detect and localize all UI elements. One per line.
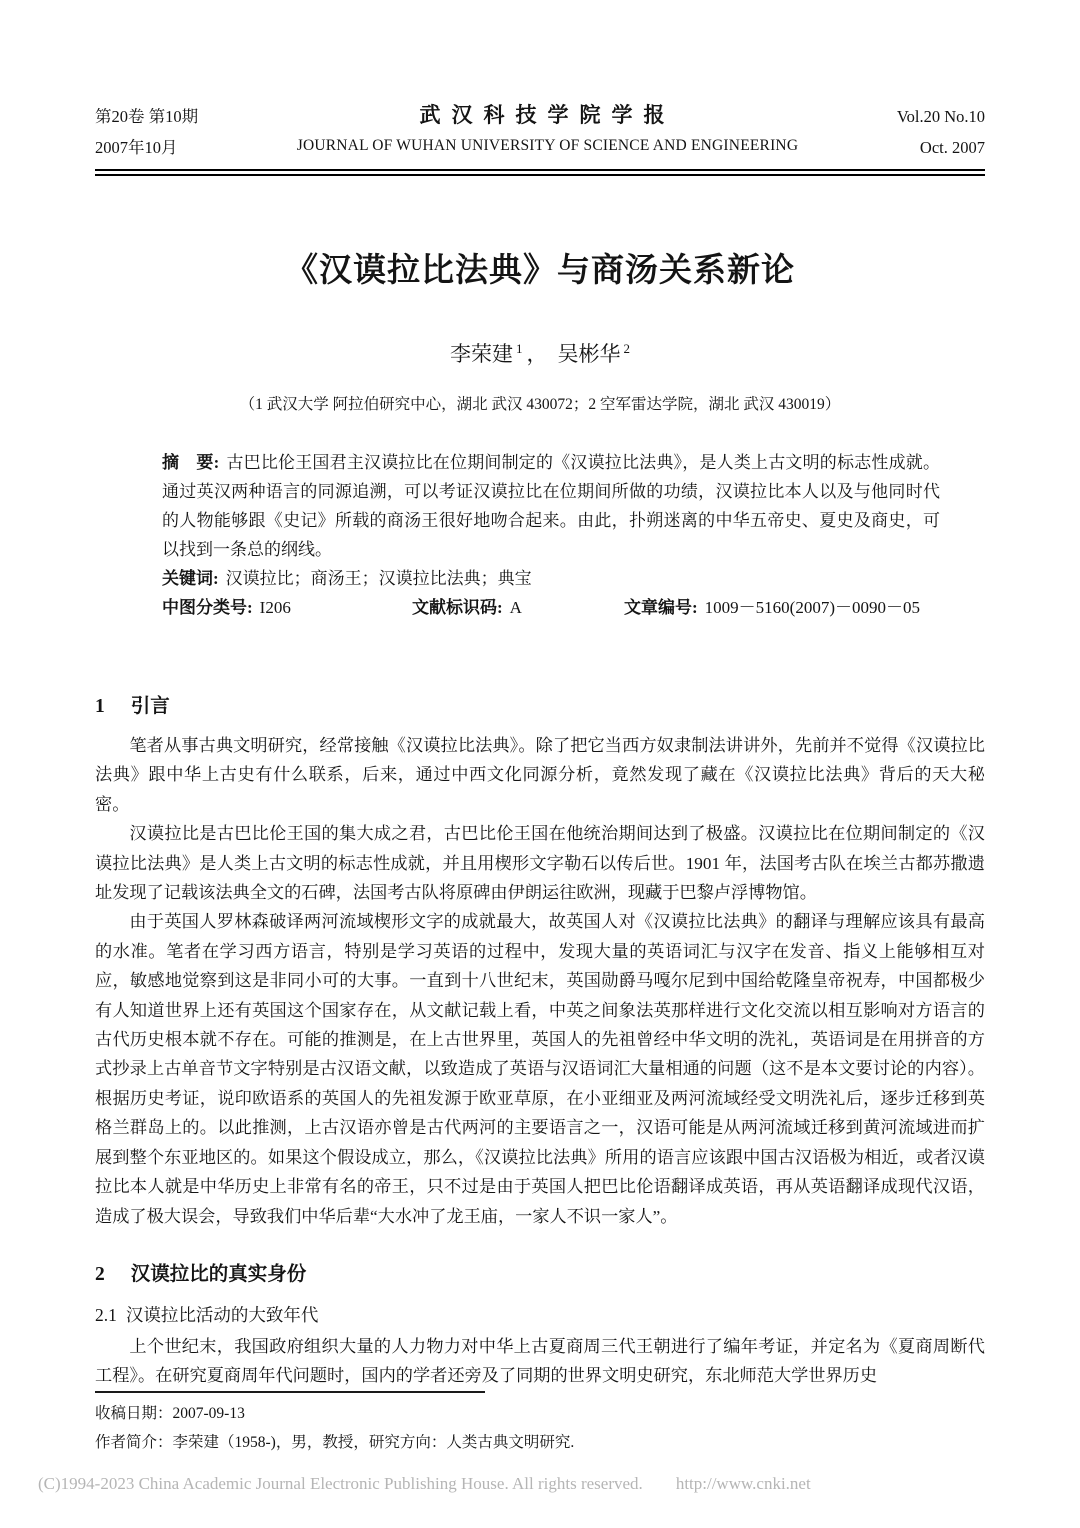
journal-header-center bbox=[198, 101, 897, 162]
keywords-text: 汉谟拉比；商汤王；汉谟拉比法典；典宝 bbox=[225, 569, 532, 588]
header-double-rule bbox=[95, 169, 985, 176]
abstract-text: 古巴比伦王国君主汉谟拉比在位期间制定的《汉谟拉比法典》，是人类上古文明的标志性成就。通过英汉两种语言的同源追溯，可以考证汉谟拉比在位期间所做的功绩，汉谟拉比本人以及与他同时代的人物能够跟《史记》所载的商汤王很好地吻合起来。由此，扑朔迷离的中华五帝史、夏史及商史，可以找到一条总的纲线。 bbox=[162, 453, 940, 559]
received-date-value: 2007-09-13 bbox=[172, 1405, 245, 1422]
cnki-url: http://www.cnki.net bbox=[675, 1474, 811, 1493]
affiliation-line: （1 武汉大学 阿拉伯研究中心，湖北 武汉 430072；2 空军雷达学院，湖北 武汉 430019） bbox=[239, 396, 841, 413]
abstract-paragraph bbox=[162, 448, 940, 564]
paragraph: 由于英国人罗林森破译两河流域楔形文字的成就最大，故英国人对《汉谟拉比法典》的翻译与理解应该具有最高的水准。笔者在学习西方语言，特别是学习英语的过程中，发现大量的英语词汇与汉字在发音、指义上能够相互对应，敏感地觉察到这是非同小可的大事。一直到十八世纪末，英国勋爵马嘎尔尼到中国给乾隆皇帝祝寿，中国都极少有人知道世界上还有英国这个国家存在，从文献记载上看，中英之间象法英那样进行文化交流以相互影响对方语言的古代历史根本就不存在。可能的推测是，在上古世界里，英国人的先祖曾经中华文明的洗礼，英语词是在用拼音的方式抄录上古单音节文字特别是古汉语文献，以致造成了英语与汉语词汇大量相通的问题（这不是本文要讨论的内容）。根据历史考证，说印欧语系的英国人的先祖发源于欧亚草原，在小亚细亚及两河流域经受文明洗礼后，逐步迁移到英格兰群岛上的。以此推测，上古汉语亦曾是古代两河的主要语言之一，汉语可能是从两河流域迁移到黄河流域进而扩展到整个东亚地区的。如果这个假设成立，那么，《汉谟拉比法典》所用的语言应该跟中国古汉语极为相近，或者汉谟拉比本人就是中华历史上非常有名的帝王，只不过是由于英国人把巴比伦语翻译成英语，再从英语翻译成现代汉语，造成了极大误会，导致我们中华后辈“大水冲了龙王庙，一家人不识一家人”。 bbox=[95, 912, 985, 1226]
keywords-label: 关键词: bbox=[162, 569, 219, 588]
doc-code-label: 文献标识码: bbox=[412, 598, 503, 617]
author-bio-label: 作者简介： bbox=[95, 1433, 173, 1451]
author-name-1: 李荣建 bbox=[450, 342, 513, 366]
section-1-title: 引言 bbox=[130, 695, 170, 717]
section-2-title: 汉谟拉比的真实身份 bbox=[130, 1262, 307, 1285]
copyright-watermark bbox=[38, 1473, 811, 1495]
article-id-item bbox=[624, 593, 920, 622]
footnote-rule bbox=[95, 1391, 485, 1393]
paragraph: 汉谟拉比是古巴比伦王国的集大成之君，古巴比伦王国在他统治期间达到了极盛。汉谟拉比在位期间制定的《汉谟拉比法典》是人类上古文明的标志性成就，并且用楔形文字勒石以传后世。1901 年，法国考古队在埃兰古都苏撒遗址发现了记载该法典全文的石碑，法国考古队将原碑由伊朗运往欧洲，现藏于巴黎卢浮博物馆。 bbox=[95, 824, 985, 903]
section-2-heading bbox=[95, 1260, 985, 1289]
paragraph: 上个世纪末，我国政府组织大量的人力物力对中华上古夏商周三代王朝进行了编年考证，并定名为《夏商周断代工程》。在研究夏商周年代问题时，国内的学者还旁及了同期的世界文明史研究，东北师范大学世界历史 bbox=[95, 1336, 985, 1386]
author-bio-value: 李荣建（1958-)，男，教授，研究方向：人类古典文明研究. bbox=[172, 1433, 575, 1451]
volume-issue-en: Vol.20 No.10 bbox=[896, 107, 985, 126]
subsection-2-1-heading bbox=[95, 1302, 985, 1329]
abstract-label: 摘 要: bbox=[162, 453, 220, 472]
subsection-2-1-title: 汉谟拉比活动的大致年代 bbox=[125, 1304, 319, 1325]
section-1-heading bbox=[95, 692, 985, 721]
subsection-2-1-body bbox=[95, 1332, 985, 1391]
author-affiliation-mark-1: 1 bbox=[516, 341, 523, 356]
section-1-body bbox=[95, 731, 985, 1231]
doc-code-item bbox=[412, 593, 624, 622]
received-date-label: 收稿日期： bbox=[95, 1405, 173, 1422]
abstract-block bbox=[162, 448, 940, 622]
journal-header-left bbox=[95, 101, 198, 163]
volume-issue-cn: 第20卷 第10期 bbox=[95, 107, 199, 126]
author-bio-line bbox=[95, 1429, 985, 1458]
clc-item bbox=[162, 593, 412, 622]
article-id-value: 1009－5160(2007)－0090－05 bbox=[704, 598, 920, 617]
author-affiliation-mark-2: 2 bbox=[623, 341, 630, 356]
copyright-text: (C)1994-2023 China Academic Journal Electronic Publishing House. All rights reserved. bbox=[38, 1474, 643, 1493]
section-1-number: 1 bbox=[95, 696, 105, 717]
issue-date-cn: 2007年10月 bbox=[95, 138, 178, 157]
issue-date-en: Oct. 2007 bbox=[919, 138, 985, 157]
journal-header-right bbox=[897, 101, 985, 163]
footnote-area bbox=[95, 1391, 985, 1457]
clc-label: 中图分类号: bbox=[162, 598, 253, 617]
article-id-label: 文章编号: bbox=[624, 598, 698, 617]
article-meta-line bbox=[162, 593, 940, 622]
paragraph: 笔者从事古典文明研究，经常接触《汉谟拉比法典》。除了把它当西方奴隶制法讲讲外，先前并不觉得《汉谟拉比法典》跟中华上古史有什么联系，后来，通过中西文化同源分析，竟然发现了藏在《汉谟拉比法典》背后的天大秘密。 bbox=[95, 736, 985, 814]
journal-header bbox=[95, 0, 985, 163]
section-2-number: 2 bbox=[95, 1263, 105, 1285]
author-name-2: 吴彬华 bbox=[557, 342, 621, 366]
subsection-2-1-number: 2.1 bbox=[95, 1304, 117, 1325]
clc-value: I206 bbox=[259, 598, 291, 617]
keywords-line bbox=[162, 564, 940, 593]
journal-title-cn: 武汉科技学院学报 bbox=[419, 103, 676, 127]
author-separator: ， bbox=[526, 342, 548, 366]
journal-title-en: JOURNAL OF WUHAN UNIVERSITY OF SCIENCE AND ENGINEERING bbox=[296, 137, 799, 154]
doc-code-value: A bbox=[509, 598, 522, 617]
article-title: 《汉谟拉比法典》与商汤关系新论 bbox=[285, 251, 795, 288]
received-date-line bbox=[95, 1400, 985, 1429]
authors-line bbox=[95, 335, 985, 368]
